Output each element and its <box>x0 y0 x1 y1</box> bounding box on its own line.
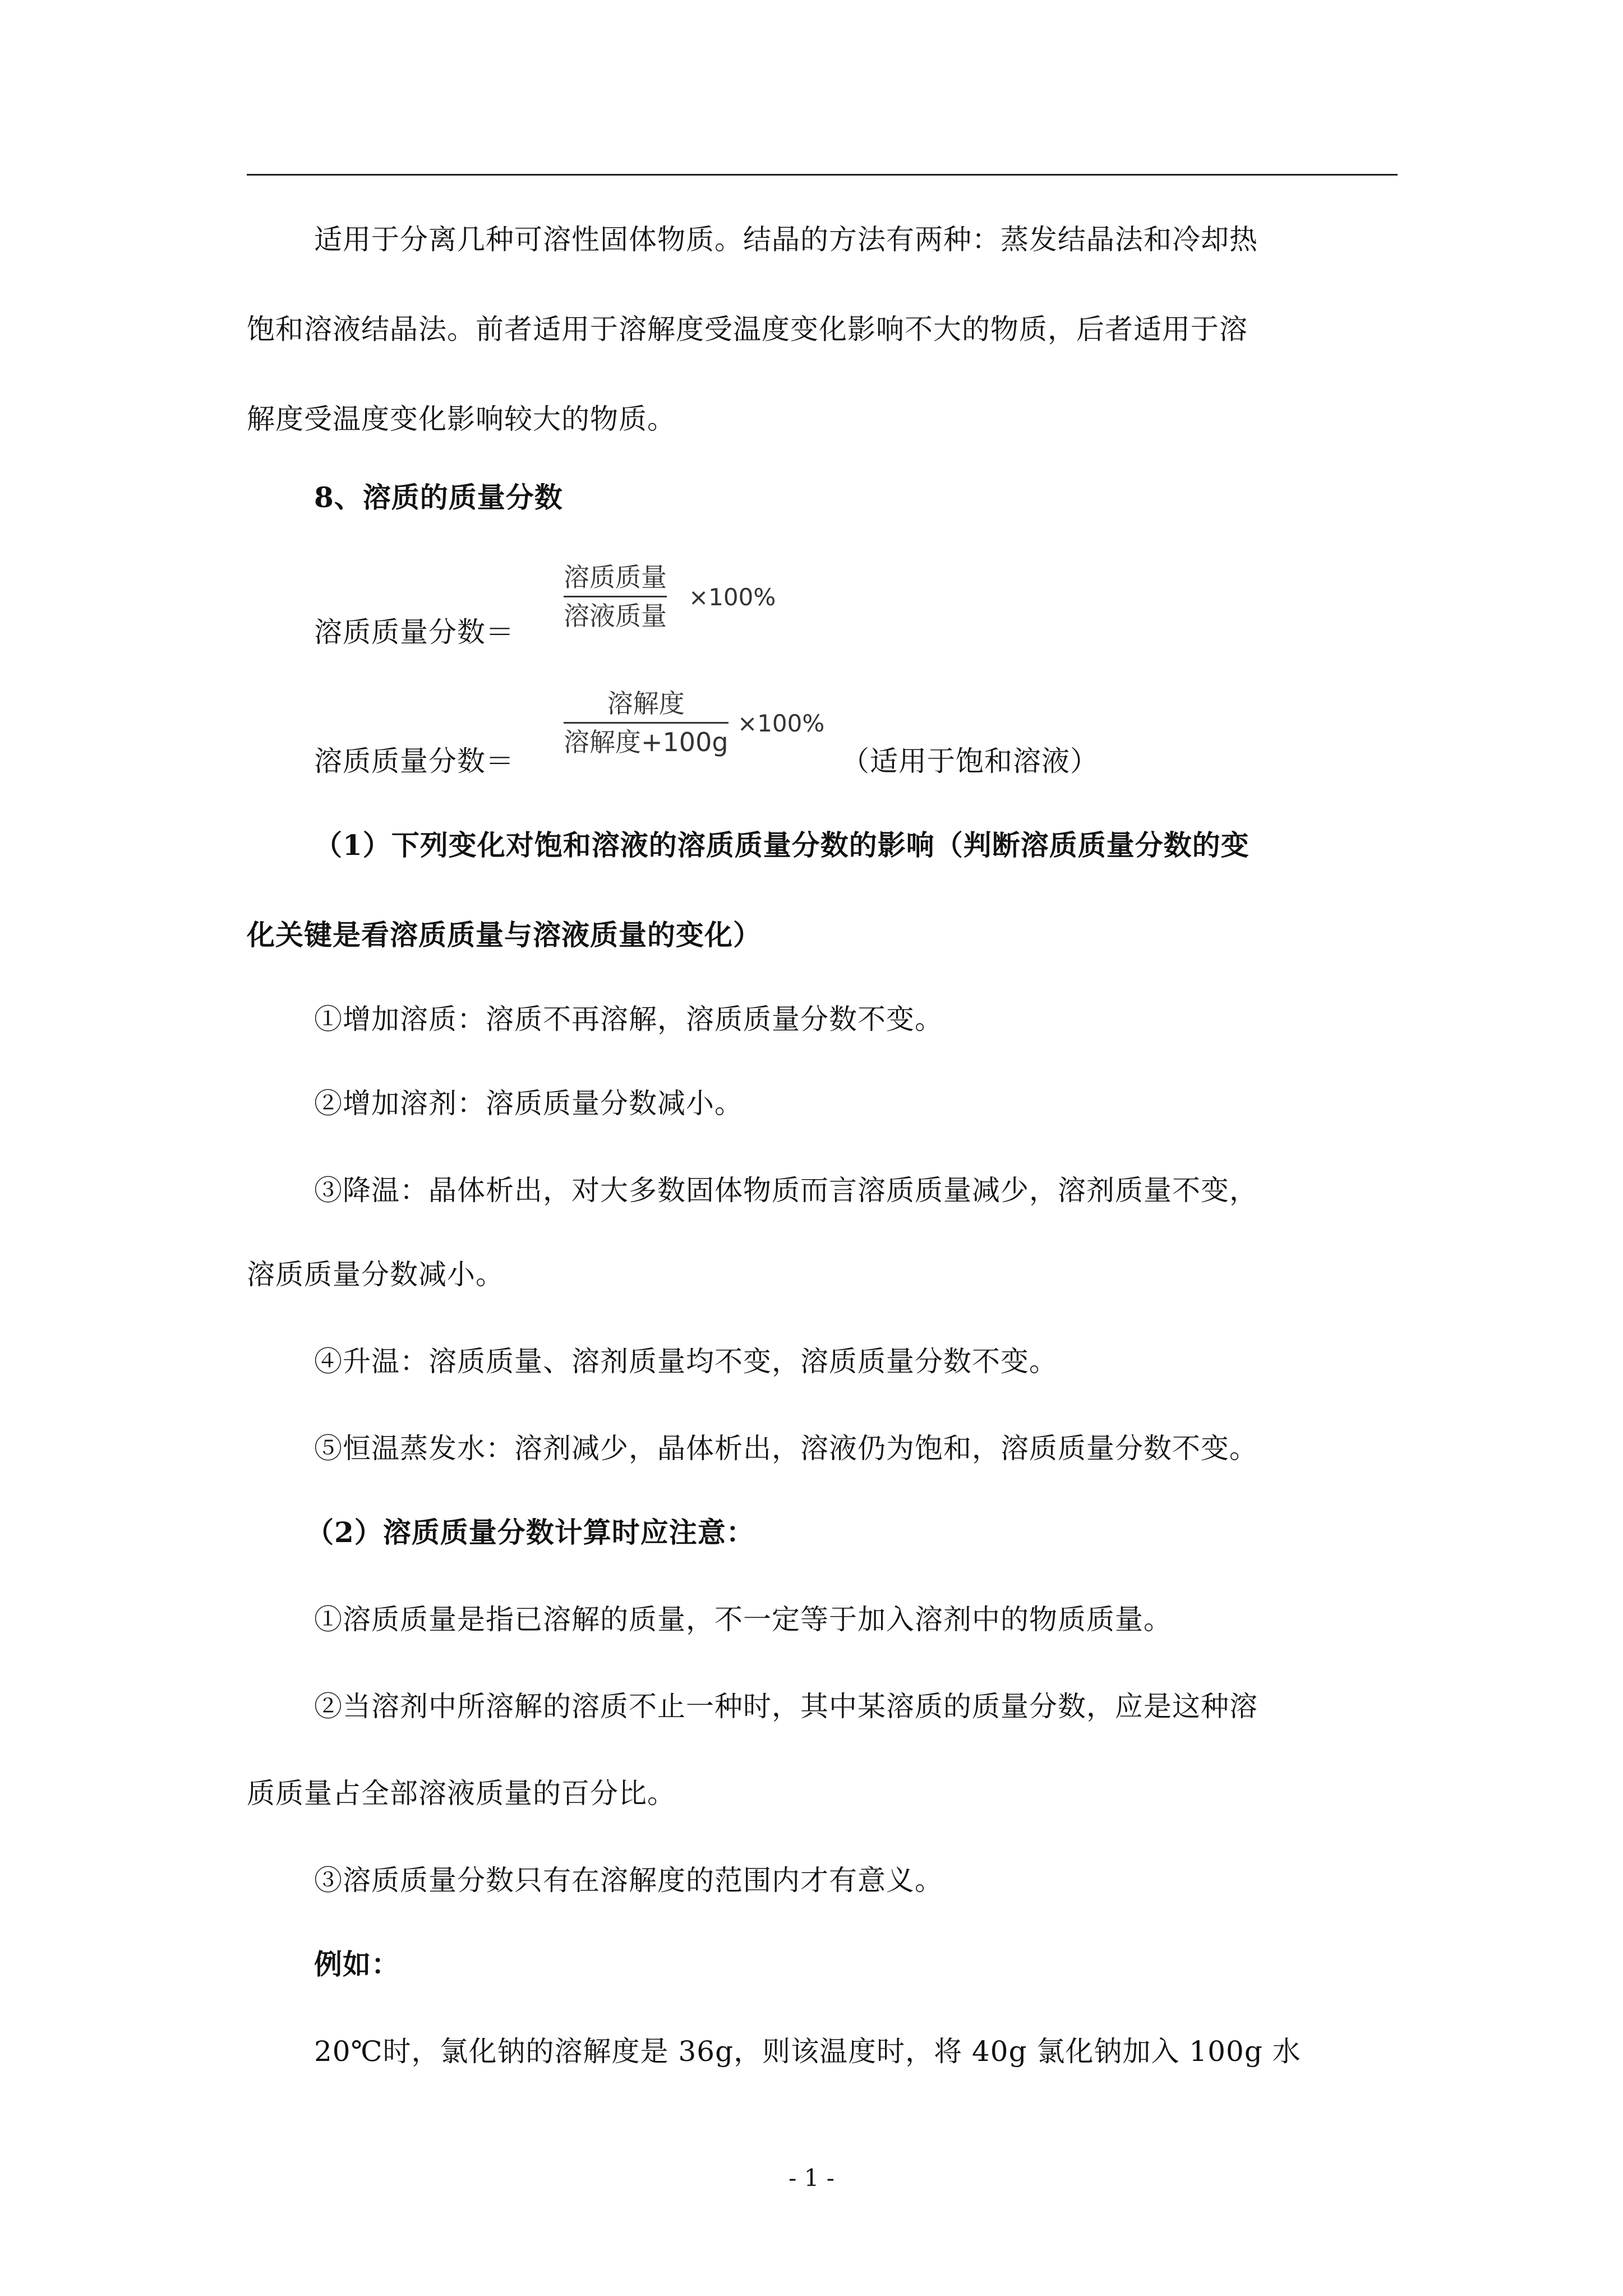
list-item: ③降温：晶体析出，对大多数固体物质而言溶质质量减少，溶剂质量不变， <box>314 1174 1258 1207</box>
formula2-denominator: 溶解度+100g <box>564 727 728 757</box>
example-line: 20℃时，氯化钠的溶解度是 36g，则该温度时，将 40g 氯化钠加入 100g 水 <box>314 2035 1301 2068</box>
list-item-cont: 质质量占全部溶液质量的百分比。 <box>247 1777 676 1810</box>
list-item: ①溶质质量是指已溶解的质量，不一定等于加入溶剂中的物质质量。 <box>314 1603 1172 1636</box>
list-item: ②增加溶剂：溶质质量分数减小。 <box>314 1087 743 1120</box>
part1-title: （1）下列变化对饱和溶液的溶质质量分数的影响（判断溶质质量分数的变 <box>314 829 1249 862</box>
formula2-numerator: 溶解度 <box>607 688 685 719</box>
list-item: ①增加溶质：溶质不再溶解，溶质质量分数不变。 <box>314 1003 943 1036</box>
formula1-denominator: 溶液质量 <box>564 601 667 631</box>
part2-title: （2）溶质质量分数计算时应注意： <box>306 1516 755 1549</box>
part1-title-cont: 化关键是看溶质质量与溶液质量的变化） <box>247 918 762 951</box>
header-rule <box>247 174 1398 176</box>
paragraph-line: 解度受温度变化影响较大的物质。 <box>247 403 676 435</box>
formula2-note: （适用于饱和溶液） <box>841 745 1099 777</box>
list-item: ④升温：溶质质量、溶剂质量均不变，溶质质量分数不变。 <box>314 1345 1058 1378</box>
fraction-bar <box>564 596 667 597</box>
formula1-fraction <box>564 561 667 632</box>
formula2-fraction <box>564 687 728 758</box>
formula2-label: 溶质质量分数＝ <box>314 745 514 777</box>
list-item: ⑤恒温蒸发水：溶剂减少，晶体析出，溶液仍为饱和，溶质质量分数不变。 <box>314 1432 1258 1465</box>
list-item-cont: 溶质质量分数减小。 <box>247 1258 504 1291</box>
fraction-bar <box>564 722 728 724</box>
list-item: ③溶质质量分数只有在溶解度的范围内才有意义。 <box>314 1864 943 1897</box>
formula1-label: 溶质质量分数＝ <box>314 616 514 648</box>
page-number: - 1 - <box>789 2164 834 2192</box>
section-8-title: 8、溶质的质量分数 <box>314 481 563 514</box>
formula2-multiplier: ×100% <box>737 710 825 737</box>
formula1-numerator: 溶质质量 <box>564 562 667 592</box>
formula1-multiplier: ×100% <box>689 583 776 611</box>
list-item: ②当溶剂中所溶解的溶质不止一种时，其中某溶质的质量分数，应是这种溶 <box>314 1690 1258 1723</box>
example-label: 例如： <box>314 1948 400 1981</box>
paragraph-line: 饱和溶液结晶法。前者适用于溶解度受温度变化影响不大的物质，后者适用于溶 <box>247 313 1248 346</box>
paragraph-line: 适用于分离几种可溶性固体物质。结晶的方法有两种：蒸发结晶法和冷却热 <box>314 223 1258 256</box>
